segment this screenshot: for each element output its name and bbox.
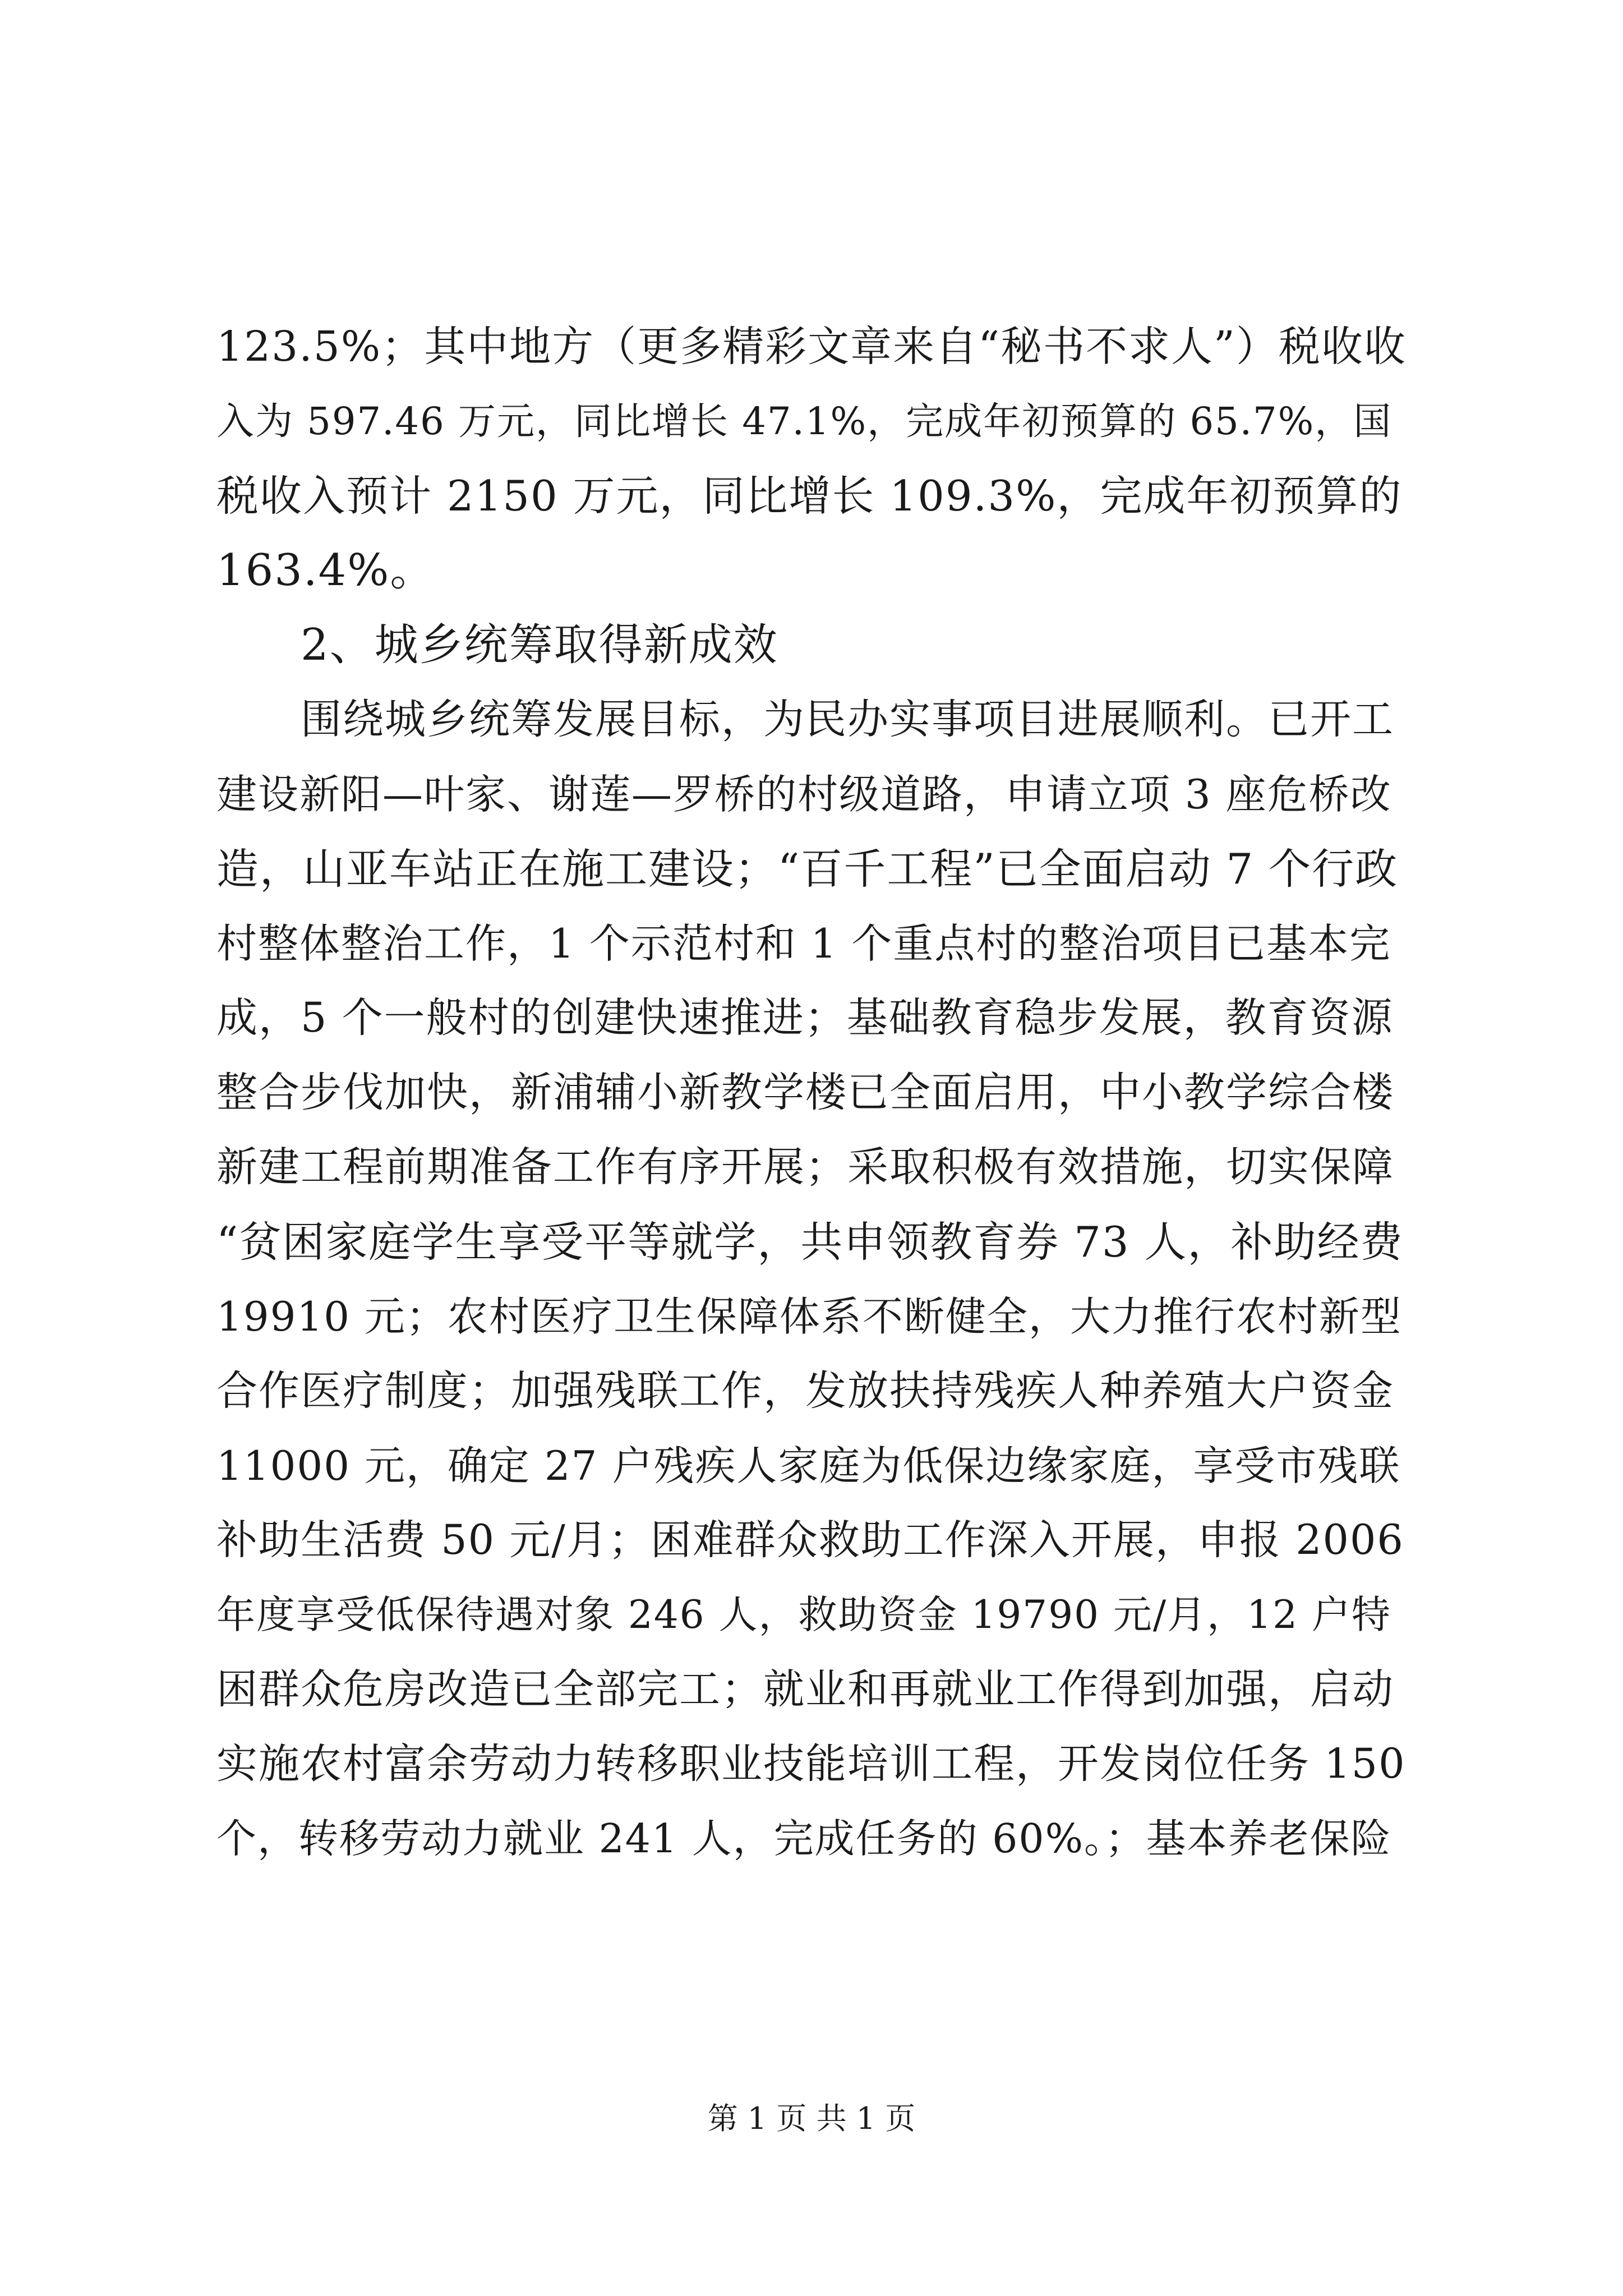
body-line-15: 合作医疗制度；加强残联工作，发放扶持残疾人种养殖大户资金 xyxy=(216,1367,1394,1415)
body-line-9: 村整体整治工作，1 个示范村和 1 个重点村的整治项目已基本完 xyxy=(216,920,1391,967)
body-line-19: 困群众危房改造已全部完工；就业和再就业工作得到加强，启动 xyxy=(216,1665,1394,1713)
body-line-2: 入为 597.46 万元，同比增长 47.1%，完成年初预算的 65.7%，国 xyxy=(216,399,1393,443)
body-line-1: 123.5%；其中地方（更多精彩文章来自“秘书不求人”）税收收 xyxy=(216,323,1407,371)
body-line-11: 整合步伐加快，新浦辅小新教学楼已全面启用，中小教学综合楼 xyxy=(216,1069,1394,1116)
body-line-21: 个，转移劳动力就业 241 人，完成任务的 60%。；基本养老保险 xyxy=(216,1815,1392,1862)
body-line-13: “贫困家庭学生享受平等就学，共申领教育券 73 人，补助经费 xyxy=(216,1217,1404,1267)
body-line-14: 19910 元；农村医疗卫生保障体系不断健全，大力推行农村新型 xyxy=(216,1293,1402,1340)
body-line-17: 补助生活费 50 元/月；困难群众救助工作深入开展，申报 2006 xyxy=(216,1516,1404,1564)
section-heading: 2、城乡统筹取得新成效 xyxy=(301,620,778,670)
body-line-4: 163.4%。 xyxy=(216,545,435,596)
body-line-8: 造，山亚车站正在施工建设；“百千工程”已全面启动 7 个行政 xyxy=(216,844,1399,894)
body-line-6: 围绕城乡统筹发展目标，为民办实事项目进展顺利。已开工 xyxy=(301,696,1394,743)
body-line-18: 年度享受低保待遇对象 246 人，救助资金 19790 元/月，12 户特 xyxy=(216,1593,1391,1637)
body-line-7: 建设新阳—叶家、谢莲—罗桥的村级道路，申请立项 3 座危桥改 xyxy=(216,771,1392,818)
body-line-12: 新建工程前期准备工作有序开展；采取积极有效措施，切实保障 xyxy=(216,1143,1394,1191)
body-line-20: 实施农村富余劳动力转移职业技能培训工程，开发岗位任务 150 xyxy=(216,1740,1406,1788)
body-line-10: 成，5 个一般村的创建快速推进；基础教育稳步发展，教育资源 xyxy=(216,994,1394,1042)
page-number-footer: 第 1 页 共 1 页 xyxy=(707,2101,916,2136)
body-line-16: 11000 元，确定 27 户残疾人家庭为低保边缘家庭，享受市残联 xyxy=(216,1442,1401,1489)
body-line-3: 税收入预计 2150 万元，同比增长 109.3%，完成年初预算的 xyxy=(216,471,1403,521)
